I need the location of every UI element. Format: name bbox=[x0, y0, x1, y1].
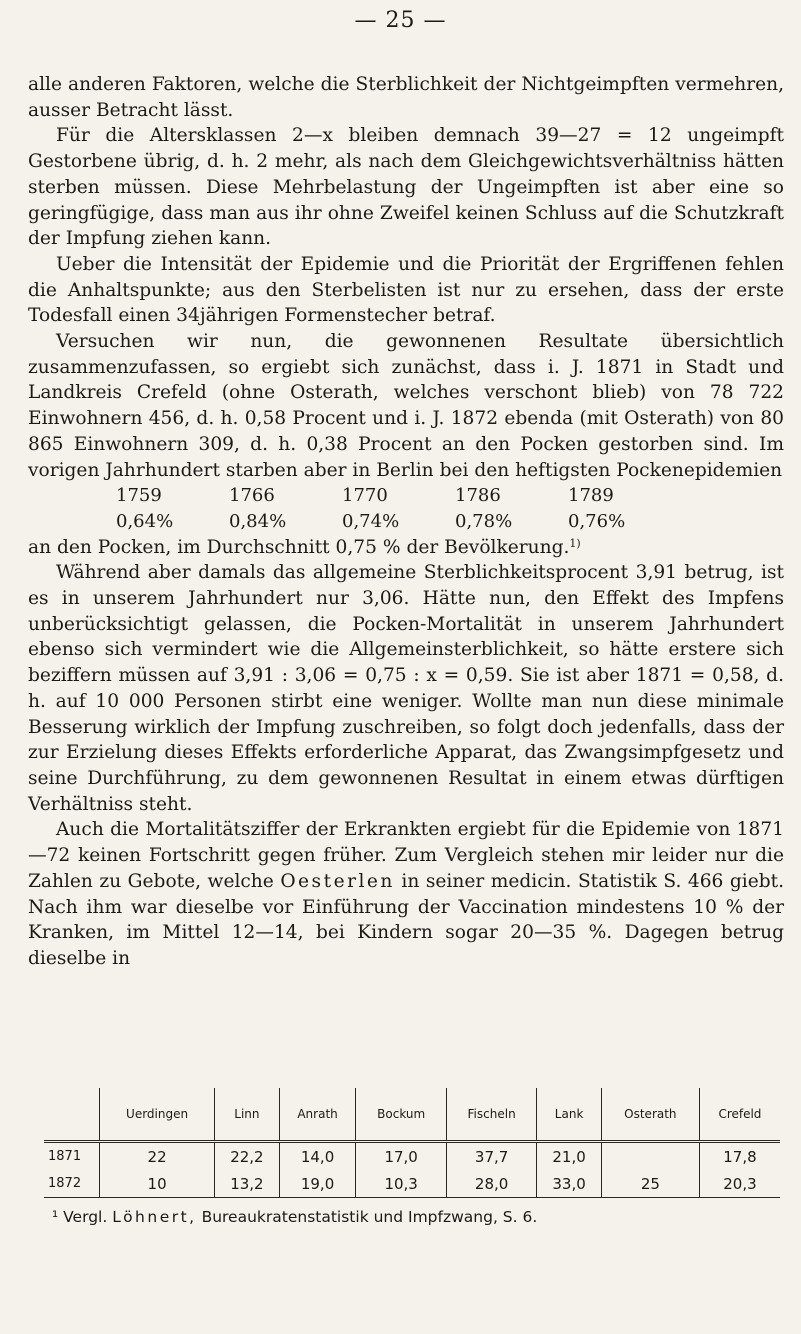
column-header: Linn bbox=[215, 1088, 279, 1142]
rate-cell: 0,74% bbox=[342, 510, 400, 532]
year-cell: 1786 bbox=[455, 485, 501, 507]
column-header: Crefeld bbox=[699, 1088, 780, 1142]
footnote-ref: 1) bbox=[569, 536, 581, 550]
row-year: 1871 bbox=[44, 1142, 100, 1171]
column-header: Anrath bbox=[279, 1088, 356, 1142]
paragraph bbox=[28, 535, 784, 561]
table-cell: 33,0 bbox=[537, 1170, 601, 1198]
table-row bbox=[44, 1170, 780, 1198]
table-cell: 20,3 bbox=[699, 1170, 780, 1198]
table-cell: 21,0 bbox=[537, 1142, 601, 1171]
paragraph bbox=[28, 817, 784, 971]
rate-cell: 0,84% bbox=[229, 510, 287, 532]
table-cell: 17,0 bbox=[356, 1142, 446, 1171]
table-cell: 14,0 bbox=[279, 1142, 356, 1171]
table-cell: 28,0 bbox=[446, 1170, 537, 1198]
year-cell: 1766 bbox=[229, 485, 275, 507]
mortality-table bbox=[44, 1088, 780, 1198]
paragraph: alle anderen Faktoren, welche die Sterblichkeit der Nichtgeimpften vermehren, ausser Betracht lässt. bbox=[28, 74, 784, 121]
page-number: — 25 — bbox=[354, 8, 447, 33]
table-cell: 10 bbox=[100, 1170, 215, 1198]
paragraph-text: an den Pocken, im Durchschnitt 0,75 % der Bevölkerung. bbox=[28, 536, 570, 558]
author-name: Oesterlen bbox=[280, 870, 395, 892]
paragraph-text: in seiner medicin. Statistik S. 466 giebt. Nach ihm war dieselbe vor Einführung der Vaccination mindestens 10 % der Kranken, im Mittel 12—14, bei Kindern sogar 20—35 %. Dagegen betrug dieselbe in bbox=[28, 870, 785, 969]
berlin-epidemics-table bbox=[116, 483, 681, 534]
footnote-text: Bureaukratenstatistik und Impfzwang, S. 6. bbox=[201, 1208, 538, 1226]
paragraph: Ueber die Intensität der Epidemie und die Priorität der Ergriffenen fehlen die Anhaltspunkte; aus den Sterbelisten ist nur zu ersehen, dass der erste Todesfall einen 34jährigen Formenstecher betraf. bbox=[28, 253, 784, 327]
footnote-prefix: Vergl. bbox=[63, 1208, 108, 1226]
table-cell: 13,2 bbox=[215, 1170, 279, 1198]
corner-cell bbox=[44, 1088, 100, 1142]
paragraph: Für die Altersklassen 2—x bleiben demnach 39—27 = 12 ungeimpft Gestorbene übrig, d. h. 2 mehr, als nach dem Gleichgewichtsverhältniss hätten sterben müssen. Diese Mehrbelastung der Ungeimpften ist aber eine so geringfügige, dass man aus ihr ohne Zweifel keinen Schluss auf die Schutzkraft der Impfung ziehen kann. bbox=[28, 125, 784, 250]
rate-cell: 0,78% bbox=[455, 510, 513, 532]
years-row bbox=[116, 483, 681, 509]
table-row bbox=[44, 1142, 780, 1171]
paragraph: Während aber damals das allgemeine Sterblichkeitsprocent 3,91 betrug, ist es in unserem Jahrhundert nur 3,06. Hätte nun, den Effekt des Impfens unberücksichtigt gelassen, die Pocken-Mortalität in unserem Jahrhundert ebenso sich vermindert wie die Allgemeinsterblichkeit, so hätte erstere sich beziffern müssen auf 3,91 : 3,06 = 0,75 : x = 0,59. Sie ist aber 1871 = 0,58, d. h. auf 10 000 Personen stirbt eine weniger. Wollte man nun diese minimale Besserung wirklich der Impfung zuschreiben, so folgt doch jedenfalls, dass der zur Erzielung dieses Effekts erforderliche Apparat, das Zwangsimpfgesetz und seine Durchführung, zu dem gewonnenen Resultat in einem etwas dürftigen Verhältniss steht. bbox=[28, 562, 784, 815]
column-header: Fischeln bbox=[446, 1088, 537, 1142]
table-cell: 19,0 bbox=[279, 1170, 356, 1198]
paragraph-text: Auch die Mortalitätsziffer der Erkrankten ergiebt für die Epidemie von 1871—72 keinen Fortschritt gegen früher. Zum Vergleich stehen mir leider nur die Zahlen zu Gebote, welche bbox=[28, 819, 784, 892]
rate-cell: 0,76% bbox=[568, 510, 626, 532]
column-header: Bockum bbox=[356, 1088, 446, 1142]
column-header: Uerdingen bbox=[100, 1088, 215, 1142]
footnote bbox=[52, 1208, 772, 1226]
rates-row bbox=[116, 509, 681, 535]
year-cell: 1789 bbox=[568, 485, 614, 507]
year-cell: 1770 bbox=[342, 485, 388, 507]
table-cell: 22,2 bbox=[215, 1142, 279, 1171]
table-cell: 10,3 bbox=[356, 1170, 446, 1198]
column-header: Lank bbox=[537, 1088, 601, 1142]
table-cell: 17,8 bbox=[699, 1142, 780, 1171]
footnote-author: Löhnert, bbox=[112, 1208, 197, 1226]
table-cell: 37,7 bbox=[446, 1142, 537, 1171]
table-cell bbox=[601, 1142, 699, 1171]
table-header-row bbox=[44, 1088, 780, 1142]
table-cell: 25 bbox=[601, 1170, 699, 1198]
table-cell: 22 bbox=[100, 1142, 215, 1171]
rate-cell: 0,64% bbox=[116, 510, 174, 532]
footnote-marker: ¹ bbox=[52, 1208, 59, 1226]
body-text bbox=[28, 72, 784, 972]
paragraph: Versuchen wir nun, die gewonnenen Resultate übersichtlich zusammenzufassen, so ergiebt sich zunächst, dass i. J. 1871 in Stadt und Landkreis Crefeld (ohne Osterath, welches verschont blieb) von 78 722 Einwohnern 456, d. h. 0,58 Procent und i. J. 1872 ebenda (mit Osterath) von 80 865 Einwohnern 309, d. h. 0,38 Procent an den Pocken gestorben sind. Im vorigen Jahrhundert starben aber in Berlin bei den heftigsten Pockenepidemien bbox=[28, 331, 784, 481]
row-year: 1872 bbox=[44, 1170, 100, 1198]
column-header: Osterath bbox=[601, 1088, 699, 1142]
year-cell: 1759 bbox=[116, 485, 162, 507]
